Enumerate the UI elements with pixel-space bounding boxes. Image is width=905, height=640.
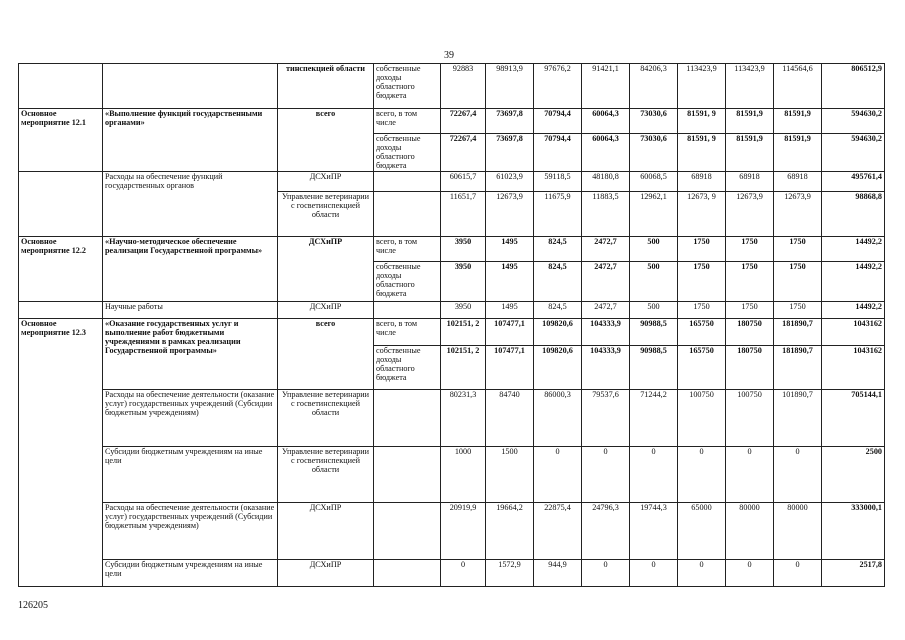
value-cell: 2472,7 xyxy=(582,262,630,302)
value-cell: 100750 xyxy=(678,390,726,447)
activity-name: «Выполнение функций государственными органами» xyxy=(103,109,278,172)
value-cell: 1750 xyxy=(774,237,822,262)
table-row xyxy=(19,390,885,447)
activity-code: Основное мероприятие 12.1 xyxy=(19,109,103,172)
value-cell: 104333,9 xyxy=(582,346,630,390)
value-cell: 73697,8 xyxy=(486,134,534,172)
value-cell: 3950 xyxy=(441,262,486,302)
table-row xyxy=(19,172,885,192)
total-cell: 806512,9 xyxy=(822,64,885,109)
value-cell: 1750 xyxy=(774,262,822,302)
value-cell: 81591, 9 xyxy=(678,109,726,134)
value-cell: 944,9 xyxy=(534,560,582,587)
value-cell: 181890,7 xyxy=(774,319,822,346)
value-cell: 11651,7 xyxy=(441,192,486,237)
value-cell: 1500 xyxy=(486,447,534,503)
value-cell: 80231,3 xyxy=(441,390,486,447)
value-cell: 60064,3 xyxy=(582,134,630,172)
executor-cell: Управление ветеринарии с госветинспекцией области xyxy=(278,390,374,447)
total-cell: 495761,4 xyxy=(822,172,885,192)
total-cell: 14492,2 xyxy=(822,302,885,319)
value-cell: 12673,9 xyxy=(726,192,774,237)
value-cell: 824,5 xyxy=(534,302,582,319)
value-cell: 73697,8 xyxy=(486,109,534,134)
executor-cell: всего xyxy=(278,109,374,172)
value-cell: 114564,6 xyxy=(774,64,822,109)
value-cell: 113423,9 xyxy=(678,64,726,109)
value-cell: 79537,6 xyxy=(582,390,630,447)
value-cell: 1750 xyxy=(726,262,774,302)
value-cell: 68918 xyxy=(774,172,822,192)
value-cell: 12673,9 xyxy=(486,192,534,237)
value-cell: 0 xyxy=(726,447,774,503)
value-cell: 0 xyxy=(582,560,630,587)
value-cell: 22875,4 xyxy=(534,503,582,560)
value-cell: 500 xyxy=(630,302,678,319)
table-row xyxy=(19,447,885,503)
executor-cell: ДСХиПР xyxy=(278,302,374,319)
value-cell: 0 xyxy=(726,560,774,587)
line-item-name: Субсидии бюджетным учреждениям на иные цели xyxy=(103,560,278,587)
funding-source-cell xyxy=(374,503,441,560)
value-cell: 181890,7 xyxy=(774,346,822,390)
value-cell: 70794,4 xyxy=(534,109,582,134)
value-cell: 65000 xyxy=(678,503,726,560)
funding-source-cell: собственные доходы областного бюджета xyxy=(374,262,441,302)
funding-source-cell xyxy=(374,302,441,319)
line-item-name: Расходы на обеспечение деятельности (оказание услуг) государственных учреждений (Субсидии бюджетным учреждениям) xyxy=(103,390,278,447)
value-cell: 68918 xyxy=(678,172,726,192)
value-cell: 107477,1 xyxy=(486,319,534,346)
value-cell: 80000 xyxy=(726,503,774,560)
executor-cell: ДСХиПР xyxy=(278,503,374,560)
activity-cell xyxy=(19,64,103,109)
value-cell: 12673,9 xyxy=(774,192,822,237)
value-cell: 60064,3 xyxy=(582,109,630,134)
activity-name-cell xyxy=(103,64,278,109)
value-cell: 11883,5 xyxy=(582,192,630,237)
value-cell: 109820,6 xyxy=(534,319,582,346)
value-cell: 1750 xyxy=(678,302,726,319)
funding-source-cell xyxy=(374,560,441,587)
value-cell: 180750 xyxy=(726,346,774,390)
funding-source-cell xyxy=(374,390,441,447)
table-row xyxy=(19,64,885,109)
funding-source-cell xyxy=(374,447,441,503)
value-cell: 24796,3 xyxy=(582,503,630,560)
total-cell: 594630,2 xyxy=(822,134,885,172)
funding-source-cell xyxy=(374,192,441,237)
funding-source-cell: собственные доходы областного бюджета xyxy=(374,64,441,109)
value-cell: 1495 xyxy=(486,262,534,302)
value-cell: 86000,3 xyxy=(534,390,582,447)
activity-code: Основное мероприятие 12.3 xyxy=(19,319,103,587)
value-cell: 84740 xyxy=(486,390,534,447)
value-cell: 20919,9 xyxy=(441,503,486,560)
table-row xyxy=(19,302,885,319)
value-cell: 3950 xyxy=(441,237,486,262)
line-item-name: Расходы на обеспечение функций государственных органов xyxy=(103,172,278,237)
value-cell: 81591,9 xyxy=(774,109,822,134)
value-cell: 68918 xyxy=(726,172,774,192)
executor-cell: всего xyxy=(278,319,374,390)
value-cell: 100750 xyxy=(726,390,774,447)
value-cell: 90988,5 xyxy=(630,346,678,390)
value-cell: 12962,1 xyxy=(630,192,678,237)
executor-cell: Управление ветеринарии с госветинспекцией области xyxy=(278,192,374,237)
value-cell: 102151, 2 xyxy=(441,319,486,346)
line-item-name: Научные работы xyxy=(103,302,278,319)
total-cell: 705144,1 xyxy=(822,390,885,447)
value-cell: 824,5 xyxy=(534,237,582,262)
activity-cell xyxy=(19,172,103,237)
value-cell: 165750 xyxy=(678,346,726,390)
value-cell: 81591,9 xyxy=(726,109,774,134)
value-cell: 60068,5 xyxy=(630,172,678,192)
funding-source-cell: собственные доходы областного бюджета xyxy=(374,134,441,172)
page-number: 39 xyxy=(444,50,454,61)
line-item-name: Расходы на обеспечение деятельности (оказание услуг) государственных учреждений (Субсидии бюджетным учреждениям) xyxy=(103,503,278,560)
executor-cell: ДСХиПР xyxy=(278,237,374,302)
total-cell: 14492,2 xyxy=(822,262,885,302)
budget-table xyxy=(18,63,885,587)
value-cell: 3950 xyxy=(441,302,486,319)
table-row xyxy=(19,560,885,587)
line-item-name: Субсидии бюджетным учреждениям на иные цели xyxy=(103,447,278,503)
executor-cell: Управление ветеринарии с госветинспекцией области xyxy=(278,447,374,503)
value-cell: 824,5 xyxy=(534,262,582,302)
value-cell: 1495 xyxy=(486,237,534,262)
value-cell: 1495 xyxy=(486,302,534,319)
value-cell: 0 xyxy=(774,447,822,503)
funding-source-cell xyxy=(374,172,441,192)
table-row xyxy=(19,319,885,346)
value-cell: 500 xyxy=(630,237,678,262)
value-cell: 60615,7 xyxy=(441,172,486,192)
value-cell: 11675,9 xyxy=(534,192,582,237)
value-cell: 1750 xyxy=(678,237,726,262)
value-cell: 81591,9 xyxy=(726,134,774,172)
value-cell: 1000 xyxy=(441,447,486,503)
value-cell: 0 xyxy=(630,447,678,503)
value-cell: 0 xyxy=(534,447,582,503)
value-cell: 80000 xyxy=(774,503,822,560)
value-cell: 1572,9 xyxy=(486,560,534,587)
value-cell: 1750 xyxy=(726,237,774,262)
value-cell: 81591, 9 xyxy=(678,134,726,172)
total-cell: 14492,2 xyxy=(822,237,885,262)
value-cell: 48180,8 xyxy=(582,172,630,192)
executor-cell: тинспекцией области xyxy=(278,64,374,109)
value-cell: 59118,5 xyxy=(534,172,582,192)
value-cell: 107477,1 xyxy=(486,346,534,390)
value-cell: 0 xyxy=(630,560,678,587)
funding-source-cell: собственные доходы областного бюджета xyxy=(374,346,441,390)
value-cell: 104333,9 xyxy=(582,319,630,346)
value-cell: 91421,1 xyxy=(582,64,630,109)
activity-name: «Научно-методическое обеспечение реализации Государственной программы» xyxy=(103,237,278,302)
funding-source-cell: всего, в том числе xyxy=(374,237,441,262)
funding-source-cell: всего, в том числе xyxy=(374,319,441,346)
value-cell: 0 xyxy=(582,447,630,503)
total-cell: 1043162 xyxy=(822,346,885,390)
executor-cell: ДСХиПР xyxy=(278,560,374,587)
value-cell: 1750 xyxy=(774,302,822,319)
value-cell: 500 xyxy=(630,262,678,302)
value-cell: 101890,7 xyxy=(774,390,822,447)
value-cell: 2472,7 xyxy=(582,237,630,262)
value-cell: 0 xyxy=(678,447,726,503)
activity-code: Основное мероприятие 12.2 xyxy=(19,237,103,302)
value-cell: 165750 xyxy=(678,319,726,346)
total-cell: 2517,8 xyxy=(822,560,885,587)
total-cell: 594630,2 xyxy=(822,109,885,134)
value-cell: 98913,9 xyxy=(486,64,534,109)
value-cell: 19744,3 xyxy=(630,503,678,560)
total-cell: 2500 xyxy=(822,447,885,503)
value-cell: 19664,2 xyxy=(486,503,534,560)
value-cell: 180750 xyxy=(726,319,774,346)
value-cell: 12673, 9 xyxy=(678,192,726,237)
value-cell: 0 xyxy=(678,560,726,587)
total-cell: 333000,1 xyxy=(822,503,885,560)
value-cell: 73030,6 xyxy=(630,134,678,172)
value-cell: 72267,4 xyxy=(441,109,486,134)
activity-cell xyxy=(19,302,103,319)
value-cell: 90988,5 xyxy=(630,319,678,346)
activity-name: «Оказание государственных услуг и выполнение работ бюджетными учреждениями в рамках реализации Государственной программы» xyxy=(103,319,278,390)
document-code: 126205 xyxy=(18,600,48,611)
value-cell: 0 xyxy=(774,560,822,587)
table-row xyxy=(19,109,885,134)
value-cell: 97676,2 xyxy=(534,64,582,109)
value-cell: 72267,4 xyxy=(441,134,486,172)
total-cell: 1043162 xyxy=(822,319,885,346)
value-cell: 70794,4 xyxy=(534,134,582,172)
total-cell: 98868,8 xyxy=(822,192,885,237)
value-cell: 0 xyxy=(441,560,486,587)
value-cell: 84206,3 xyxy=(630,64,678,109)
executor-cell: ДСХиПР xyxy=(278,172,374,192)
table-row xyxy=(19,503,885,560)
value-cell: 113423,9 xyxy=(726,64,774,109)
value-cell: 81591,9 xyxy=(774,134,822,172)
table-row xyxy=(19,237,885,262)
value-cell: 102151, 2 xyxy=(441,346,486,390)
value-cell: 1750 xyxy=(678,262,726,302)
value-cell: 92883 xyxy=(441,64,486,109)
funding-source-cell: всего, в том числе xyxy=(374,109,441,134)
value-cell: 109820,6 xyxy=(534,346,582,390)
value-cell: 1750 xyxy=(726,302,774,319)
value-cell: 61023,9 xyxy=(486,172,534,192)
value-cell: 73030,6 xyxy=(630,109,678,134)
value-cell: 2472,7 xyxy=(582,302,630,319)
value-cell: 71244,2 xyxy=(630,390,678,447)
